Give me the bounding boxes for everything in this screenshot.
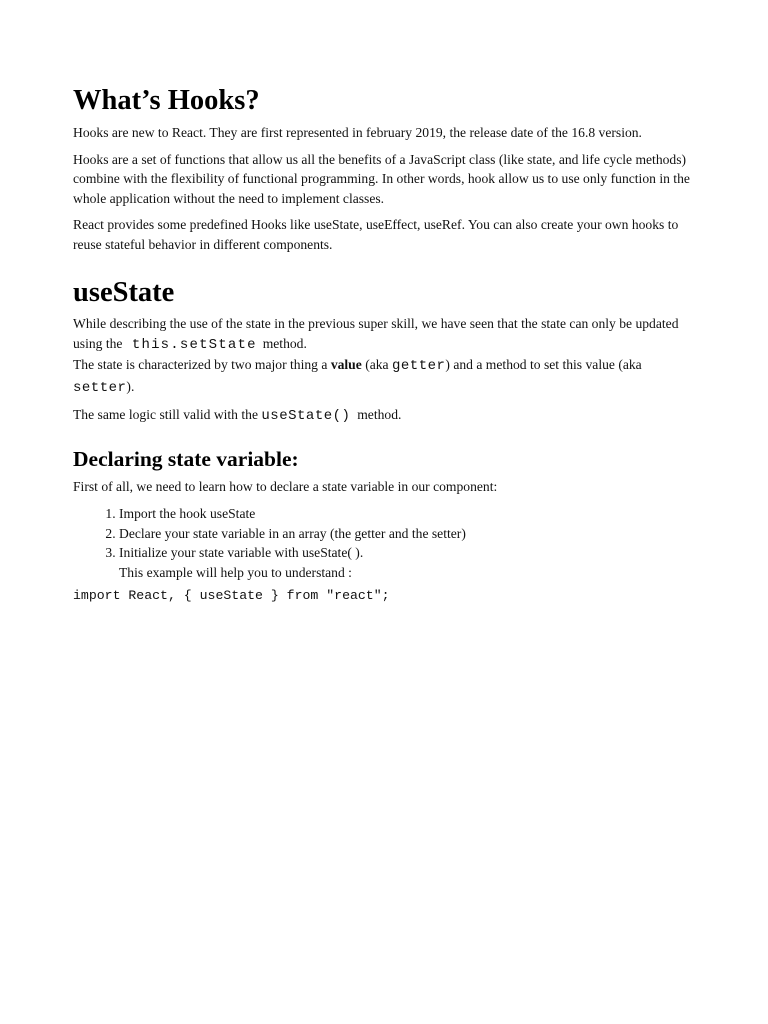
- setter-code: setter: [73, 379, 127, 396]
- value-bold: value: [330, 357, 362, 372]
- usestate-p2-text-a: The state is characterized by two major thing a: [73, 357, 328, 372]
- list-item: 2. Declare your state variable in an array (the getter and the setter): [119, 524, 698, 544]
- usestate-p2-text-d: ).: [126, 378, 135, 394]
- intro-paragraph-2: Hooks are a set of functions that allow us all the benefits of a JavaScript class (like state, and life cycle methods) combine with the flexibility of functional programming. In other words, hook allow us to use only function in the whole application without the need to implement classes.: [73, 151, 690, 206]
- usestate-p1-text-a: While describing the use of the state in the previous super skill, we have seen that the state can only be updated using the: [73, 316, 679, 351]
- document-page: [73, 84, 698, 605]
- code-block: import React, { useState } from "react";: [73, 588, 390, 603]
- usestate-call-code: useState(): [261, 408, 351, 424]
- usestate-paragraph-1: [73, 314, 698, 355]
- intro-paragraph-1: Hooks are new to React. They are first represented in february 2019, the release date of the 16.8 version.: [73, 125, 642, 140]
- setstate-code: this.setState: [131, 336, 257, 353]
- usestate-heading: useState: [73, 277, 175, 308]
- usestate-paragraph-2: [73, 355, 698, 398]
- usestate-p3-text-b: method.: [357, 407, 402, 422]
- example-note: This example will help you to understand :: [119, 564, 352, 580]
- getter-code: getter: [392, 358, 446, 374]
- usestate-paragraph-3: [73, 405, 698, 427]
- usestate-p2-text-c: ) and a method to set this value (aka: [445, 357, 642, 372]
- declaring-heading: Declaring state variable:: [73, 446, 299, 471]
- list-item: 3. Initialize your state variable with useState( ).: [119, 543, 698, 563]
- usestate-p2-text-b: (aka: [365, 357, 389, 372]
- usestate-p1-text-b: method.: [262, 335, 307, 351]
- declaring-intro: First of all, we need to learn how to declare a state variable in our component:: [73, 478, 498, 494]
- list-item: 1. Import the hook useState: [119, 504, 698, 524]
- page-title: What’s Hooks?: [73, 85, 260, 116]
- steps-list: [73, 504, 698, 563]
- intro-paragraph-3: React provides some predefined Hooks like useState, useEffect, useRef. You can also create your own hooks to reuse stateful behavior in different components.: [73, 217, 679, 252]
- usestate-p3-text-a: The same logic still valid with the: [73, 407, 258, 422]
